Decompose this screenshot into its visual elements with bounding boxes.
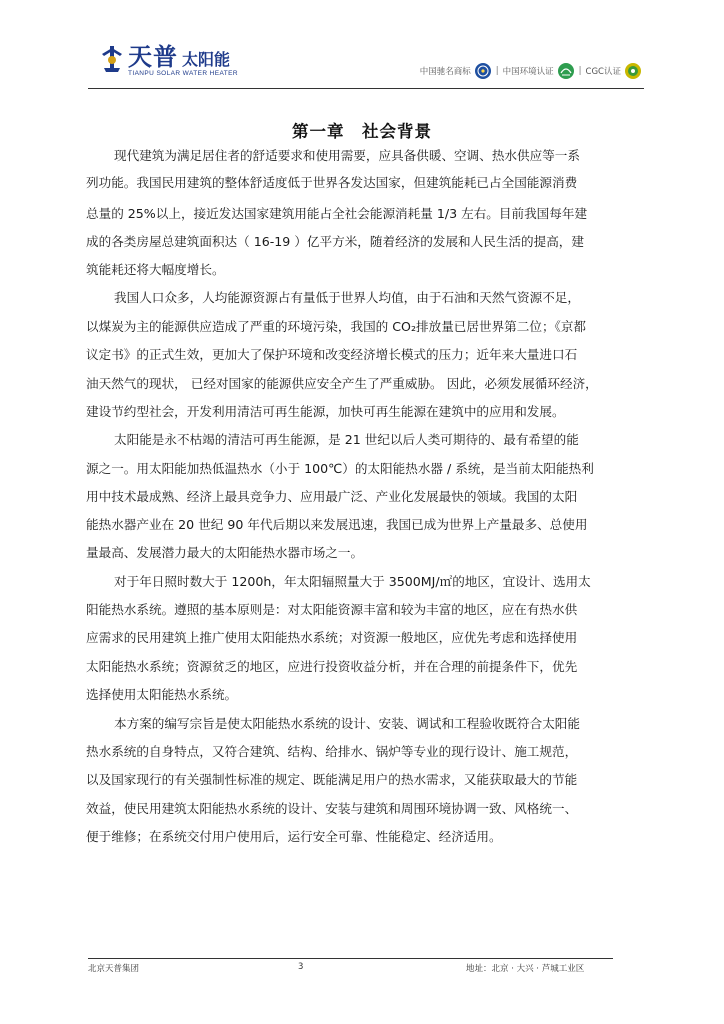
cert-label-environment: 中国环境认证 [502,67,554,77]
footer-address: 地址：北京 · 大兴 · 芦城工业区 [466,964,585,974]
paragraph-line: 本方案的编写宗旨是使太阳能热水系统的设计、安装、调试和工程验收既符合太阳能 [114,716,580,731]
cgc-cert-icon [624,62,642,80]
environment-cert-icon [557,62,575,80]
paragraph-line: 量最高、发展潜力最大的太阳能热水器市场之一。 [86,545,364,560]
header-divider [88,88,644,89]
paragraph-line: 对于年日照时数大于 1200h，年太阳辐照量大于 3500MJ/㎡的地区，宜设计、选用太 [114,574,591,589]
cert-label-famous-brand: 中国驰名商标 [419,67,471,77]
paragraph-line: 成的各类房屋总建筑面积达（ 16-19 ）亿平方米，随着经济的发展和人民生活的提高，建 [86,234,584,249]
paragraph-line: 太阳能热水系统；资源贫乏的地区，应进行投资收益分析，并在合理的前提条件下，优先 [86,659,578,674]
paragraph-line: 阳能热水系统。遵照的基本原则是：对太阳能资源丰富和较为丰富的地区，应在有热水供 [86,602,578,617]
page-number: 3 [298,962,304,972]
famous-brand-badge-icon [474,62,492,80]
paragraph-line: 总量的 25%以上，接近发达国家建筑用能占全社会能源消耗量 1/3 左右。目前我国每年建 [86,206,588,221]
paragraph-line: 现代建筑为满足居住者的舒适要求和使用需要，应具备供暖、空调、热水供应等一系 [114,148,580,163]
paragraph-line: 油天然气的现状， 已经对国家的能源供应安全产生了严重威胁。 因此，必须发展循环经济， [86,376,598,391]
cert-separator: | [495,66,499,76]
paragraph-line: 列功能。我国民用建筑的整体舒适度低于世界各发达国家，但建筑能耗已占全国能源消费 [86,175,578,190]
logo-english: TIANPU SOLAR WATER HEATER [128,70,238,77]
page-header [0,0,724,92]
footer-divider [88,958,613,959]
paragraph-line: 能热水器产业在 20 世纪 90 年代后期以来发展迅速，我国已成为世界上产量最多、总使用 [86,517,588,532]
company-logo [100,44,238,78]
paragraph-line: 选择使用太阳能热水系统。 [86,687,238,702]
paragraph-line: 以及国家现行的有关强制性标准的规定、既能满足用户的热水需求，又能获取最大的节能 [86,772,578,787]
tianpu-logo-icon [100,44,124,74]
paragraph-line: 筑能耗还将大幅度增长。 [86,262,225,277]
paragraph-line: 太阳能是永不枯竭的清洁可再生能源，是 21 世纪以后人类可期待的、最有希望的能 [114,432,579,447]
paragraph-line: 以煤炭为主的能源供应造成了严重的环境污染，我国的 CO₂排放量已居世界第二位；《京都 [86,319,587,334]
logo-brand: 天普 [128,43,178,71]
logo-product: 太阳能 [182,50,231,69]
paragraph-line: 我国人口众多，人均能源资源占有量低于世界人均值，由于石油和天然气资源不足， [114,290,580,305]
cert-label-cgc: CGC认证 [585,67,621,77]
paragraph-line: 应需求的民用建筑上推广使用太阳能热水系统；对资源一般地区，应优先考虑和选择使用 [86,630,578,645]
paragraph-line: 效益，使民用建筑太阳能热水系统的设计、安装与建筑和周围环境协调一致、风格统一、 [86,801,578,816]
chapter-title: 第一章 社会背景 [292,122,432,141]
footer-company: 北京天普集团 [88,964,140,974]
cert-separator: | [578,66,582,76]
paragraph-line: 议定书》的正式生效，更加大了保护环境和改变经济增长模式的压力；近年来大量进口石 [86,347,578,362]
paragraph-line: 源之一。用太阳能加热低温热水（小于 100℃）的太阳能热水器 / 系统，是当前太阳能热利 [86,461,594,476]
paragraph-line: 热水系统的自身特点，又符合建筑、结构、给排水、锅炉等专业的现行设计、施工规范， [86,744,578,759]
certification-badges [420,62,642,80]
paragraph-line: 建设节约型社会，开发利用清洁可再生能源，加快可再生能源在建筑中的应用和发展。 [86,404,565,419]
paragraph-line: 用中技术最成熟、经济上最具竞争力、应用最广泛、产业化发展最快的领域。我国的太阳 [86,489,578,504]
paragraph-line: 便于维修；在系统交付用户使用后，运行安全可靠、性能稳定、经济适用。 [86,829,502,844]
